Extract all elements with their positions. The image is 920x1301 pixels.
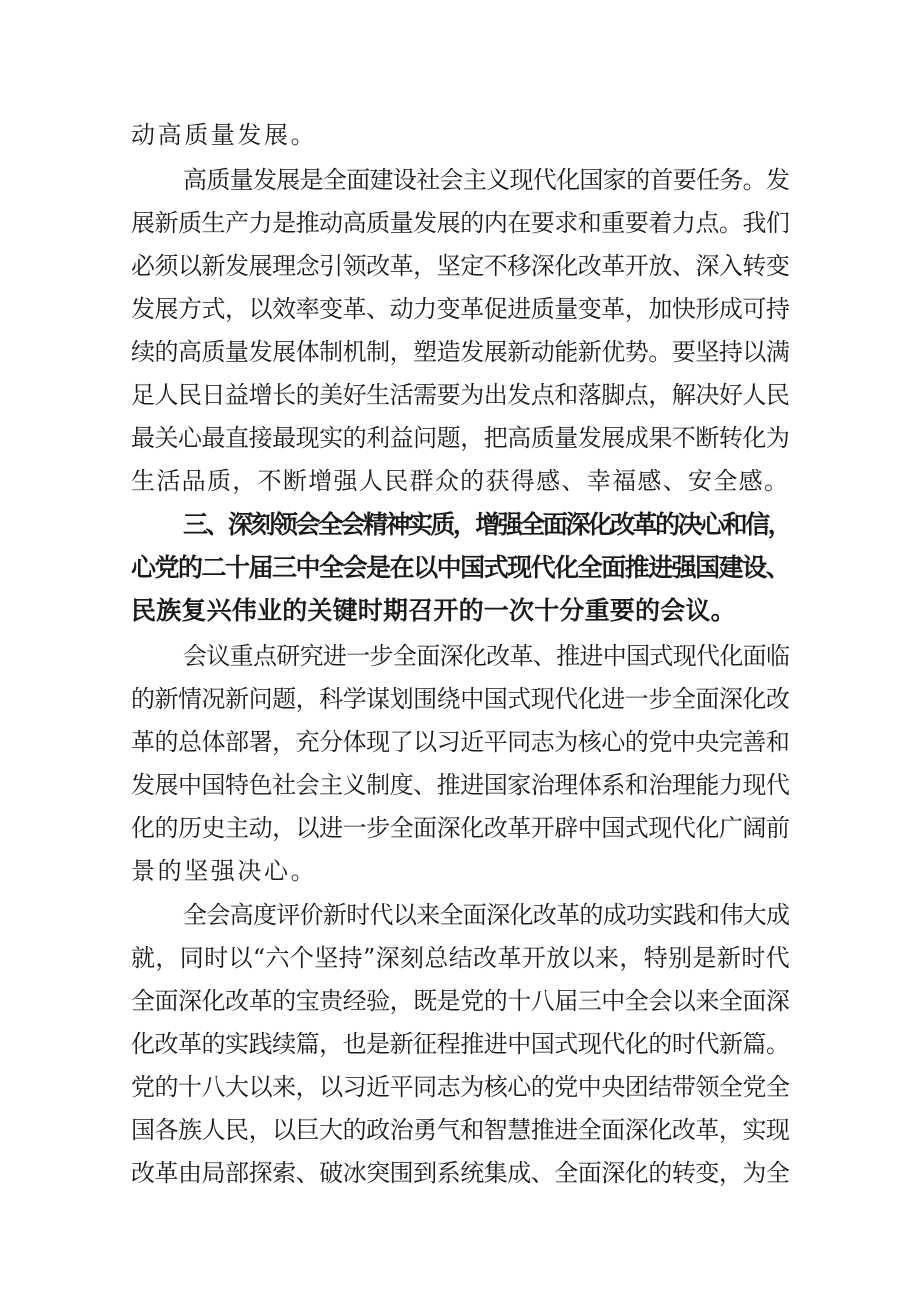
text-line: 最关心最直接最现实的利益问题，把高质量发展成果不断转化为 bbox=[131, 424, 790, 452]
text-line: 发展方式，以效率变革、动力变革促进质量变革，加快形成可持 bbox=[131, 295, 790, 323]
text-line: 化改革的实践续篇，也是新征程推进中国式现代化的时代新篇。 bbox=[131, 1030, 790, 1058]
text-line: 改革由局部探索、破冰突围到系统集成、全面深化的转变，为全 bbox=[131, 1159, 790, 1187]
text-line: 景的坚强决心。 bbox=[131, 857, 318, 885]
text-line: 动高质量发展。 bbox=[131, 121, 318, 149]
text-line: 续的高质量发展体制机制，塑造发展新动能新优势。要坚持以满 bbox=[131, 338, 790, 366]
text-line: 展新质生产力是推动高质量发展的内在要求和重要着力点。我们 bbox=[131, 209, 790, 237]
text-line: 党的十八大以来，以习近平同志为核心的党中央团结带领全党全 bbox=[131, 1073, 790, 1101]
text-line: 足人民日益增长的美好生活需要为出发点和落脚点，解决好人民 bbox=[131, 381, 790, 409]
text-line: 必须以新发展理念引领改革，坚定不移深化改革开放、深入转变 bbox=[131, 252, 790, 280]
text-line: 全面深化改革的宝贵经验，既是党的十八届三中全会以来全面深 bbox=[131, 987, 790, 1015]
text-line: 生活品质，不断增强人民群众的获得感、幸福感、安全感。 bbox=[131, 467, 790, 495]
text-line: 全会高度评价新时代以来全面深化改革的成功实践和伟大成 bbox=[183, 901, 790, 929]
text-line: 高质量发展是全面建设社会主义现代化国家的首要任务。发 bbox=[183, 166, 790, 194]
section-heading-line: 三、深刻领会全会精神实质，增强全面深化改革的决心和信， bbox=[183, 510, 791, 539]
text-line: 就，同时以“六个坚持”深刻总结改革开放以来，特别是新时代 bbox=[131, 944, 790, 972]
text-line: 的新情况新问题，科学谋划围绕中国式现代化进一步全面深化改 bbox=[131, 685, 790, 713]
text-line: 国各族人民，以巨大的政治勇气和智慧推进全面深化改革，实现 bbox=[131, 1116, 790, 1144]
section-heading-line: 心党的二十届三中全会是在以中国式现代化全面推进强国建设、 bbox=[131, 553, 790, 582]
text-line: 革的总体部署，充分体现了以习近平同志为核心的党中央完善和 bbox=[131, 728, 790, 756]
text-line: 会议重点研究进一步全面深化改革、推进中国式现代化面临 bbox=[183, 642, 790, 670]
section-heading-line: 民族复兴伟业的关键时期召开的一次十分重要的会议。 bbox=[131, 596, 736, 625]
text-line: 发展中国特色社会主义制度、推进国家治理体系和治理能力现代 bbox=[131, 771, 790, 799]
text-line: 化的历史主动，以进一步全面深化改革开辟中国式现代化广阔前 bbox=[131, 814, 790, 842]
